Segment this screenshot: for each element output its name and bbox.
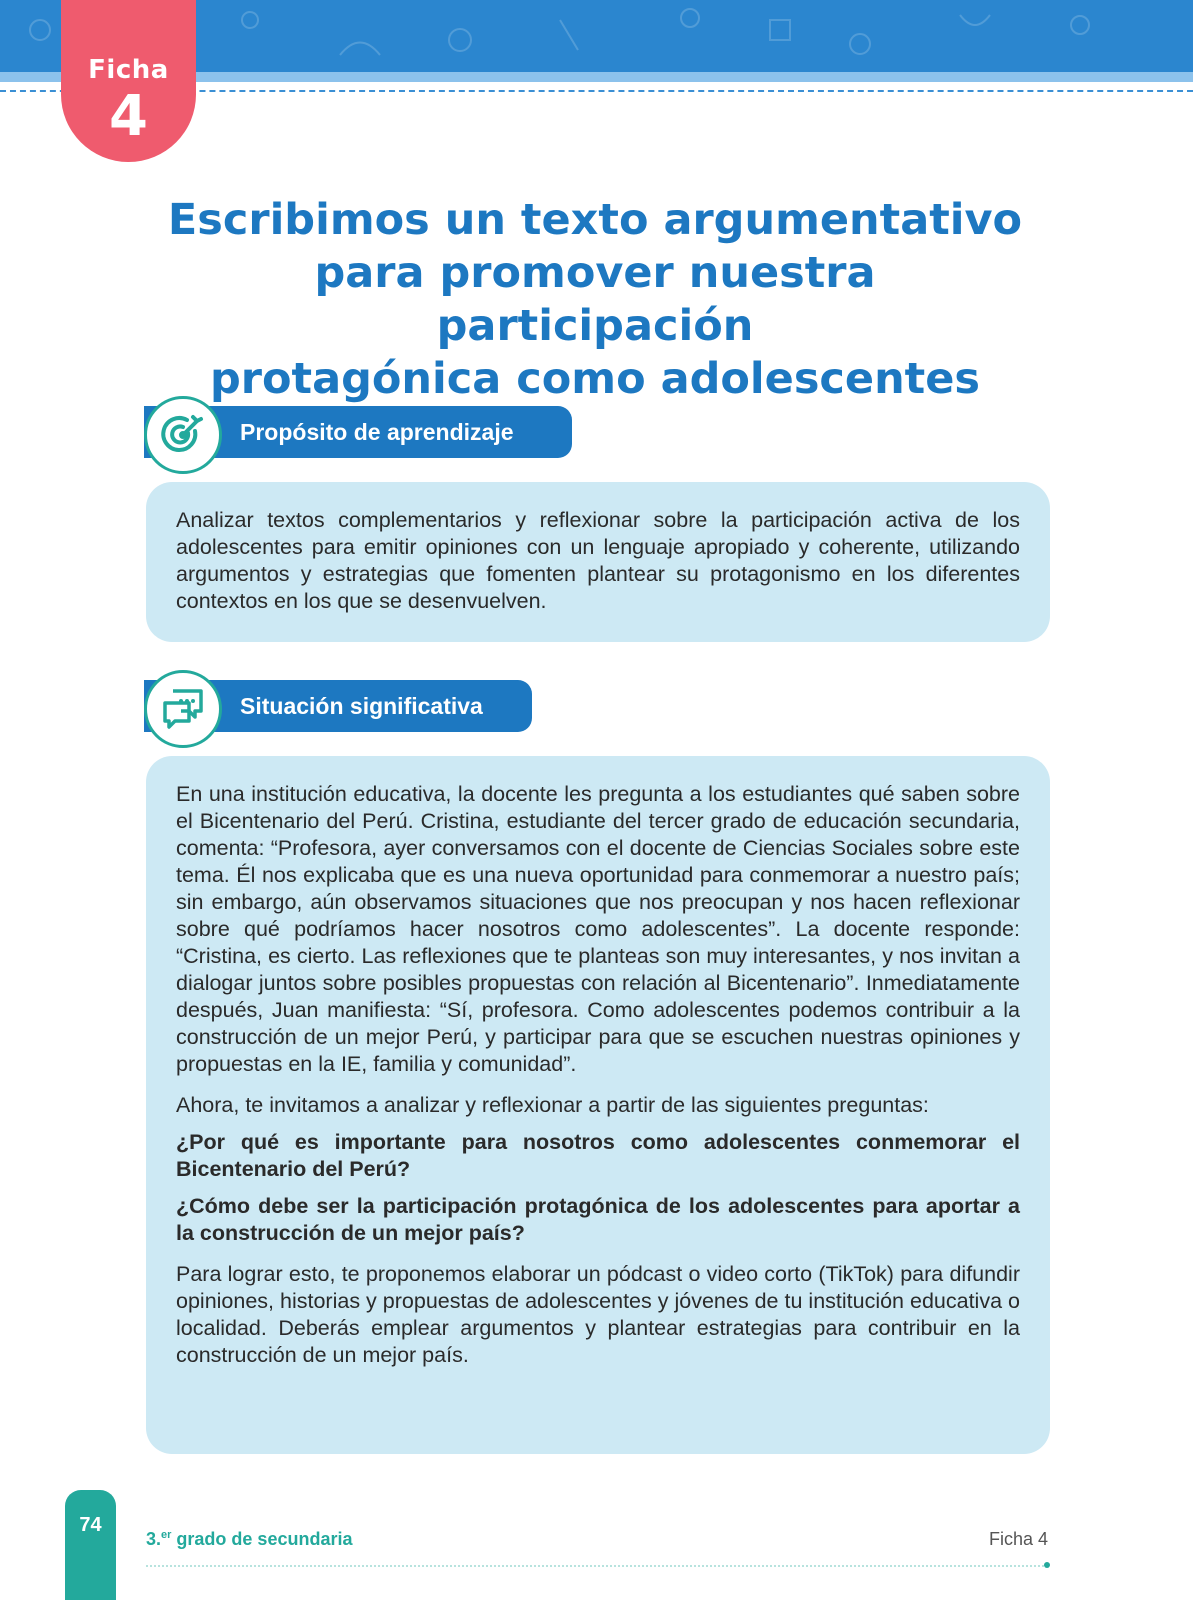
- situacion-paragraph-2: Ahora, te invitamos a analizar y reflexionar a partir de las siguientes preguntas:: [176, 1093, 929, 1117]
- situacion-paragraph-3: Para lograr esto, te proponemos elaborar un pódcast o video corto (TikTok) para difundir opiniones, historias y propuestas de adolescentes y jóvenes de tu institución educativa o localidad. Deberás emplear argumentos y plantear estrategias para contribuir en la construcción de un mejor país.: [176, 1262, 1020, 1367]
- title-line-2: para promover nuestra participación: [314, 248, 876, 351]
- proposito-title: Propósito de aprendizaje: [240, 419, 514, 445]
- page-title: [150, 194, 1040, 406]
- footer-dotted-line: [146, 1565, 1044, 1567]
- situacion-question-2: ¿Cómo debe ser la participación protagónica de los adolescentes para aportar a la construcción de un mejor país?: [176, 1194, 1020, 1245]
- chat-bubbles-icon: [144, 670, 222, 748]
- ficha-label: Ficha: [88, 55, 169, 85]
- situacion-question-1: ¿Por qué es importante para nosotros como adolescentes conmemorar el Bicentenario del Perú?: [176, 1130, 1020, 1181]
- footer-ficha: Ficha 4: [988, 1529, 1048, 1549]
- title-line-1: Escribimos un texto argumentativo: [167, 195, 1023, 245]
- grade-prefix: 3.: [146, 1529, 162, 1549]
- footer-dot: [1044, 1562, 1050, 1568]
- ficha-number: 4: [109, 84, 148, 149]
- proposito-text: Analizar textos complementarios y reflexionar sobre la participación activa de los adolescentes para emitir opiniones con un lenguaje apropiado y coherente, utilizando argumentos y estrategias que fomenten plantear su protagonismo en los diferentes contextos en los que se desenvuelven.: [176, 508, 1020, 613]
- page-number-tab: [65, 1490, 116, 1600]
- ficha-tab: [61, 0, 196, 162]
- target-icon: [144, 396, 222, 474]
- proposito-box: [146, 482, 1050, 642]
- title-line-3: protagónica como adolescentes: [209, 354, 980, 404]
- page-number: 74: [79, 1514, 102, 1536]
- footer-grade: [146, 1529, 352, 1550]
- grade-rest: grado de secundaria: [171, 1529, 353, 1549]
- situacion-title: Situación significativa: [240, 693, 483, 719]
- grade-sup: er: [161, 1529, 172, 1541]
- situacion-box: [146, 756, 1050, 1454]
- situacion-paragraph-1: En una institución educativa, la docente les pregunta a los estudiantes qué saben sobre el Bicentenario del Perú. Cristina, estudiante del tercer grado de educación secundaria, comenta: “Profesora, ayer conversamos con el docente de Ciencias Sociales sobre este tema. Él nos explicaba que es una nueva oportunidad para conmemorar a nuestro país; sin embargo, aún observamos situaciones que nos preocupan y nos hacen reflexionar sobre qué podríamos hacer nosotros como adolescentes”. La docente responde: “Cristina, es cierto. Las reflexiones que te planteas son muy interesantes, y nos invitan a dialogar juntos sobre posibles propuestas con relación al Bicentenario”. Inmediatamente después, Juan manifiesta: “Sí, profesora. Como adolescentes podemos contribuir a la construcción de un mejor Perú, y participar para que se escuchen nuestras opiniones y propuestas en la IE, familia y comunidad”.: [176, 782, 1020, 1076]
